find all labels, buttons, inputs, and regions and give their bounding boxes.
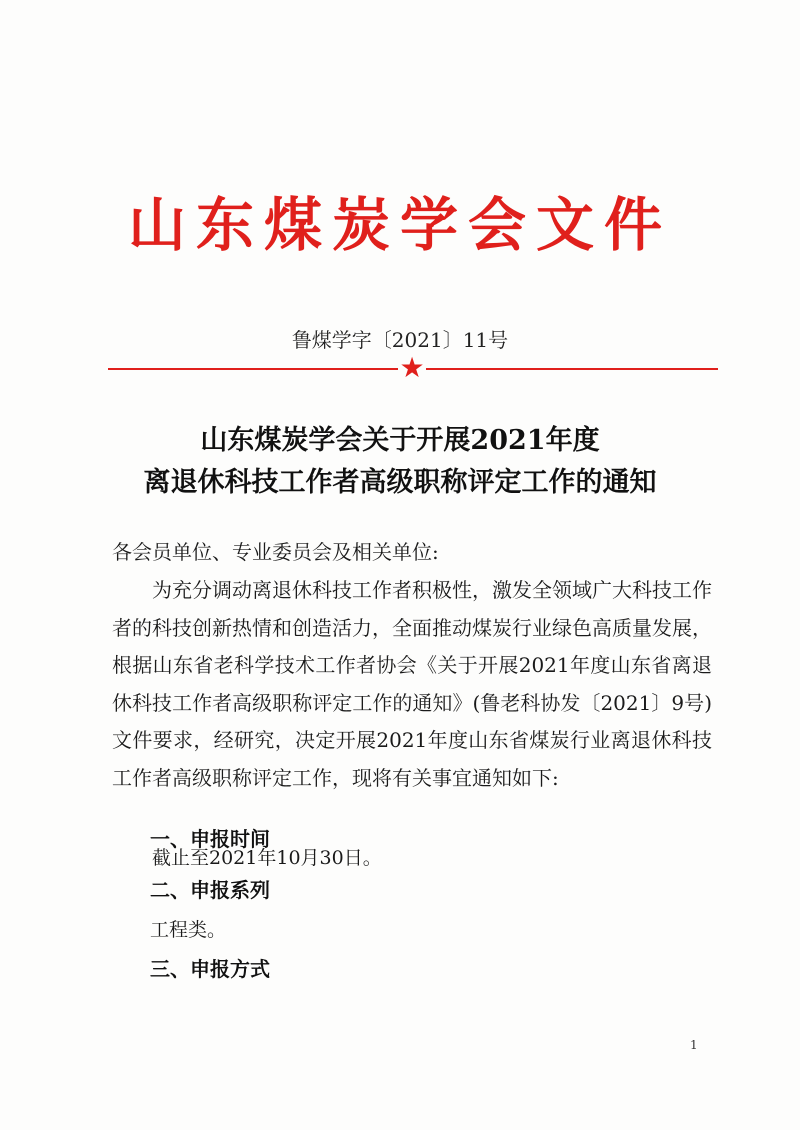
body-paragraph: 为充分调动离退休科技工作者积极性，激发全领域广大科技工作者的科技创新热情和创造活力，全面推动煤炭行业绿色高质量发展，根据山东省老科学技术工作者协会《关于开展2021年度山东省离退休科技工作者高级职称评定工作的通知》(鲁老科协发〔2021〕9号)文件要求，经研究，决定开展2021年度山东省煤炭行业离退休科技工作者高级职称评定工作，现将有关事宜通知如下: — [112, 578, 712, 790]
document-number: 鲁煤学字〔2021〕11号 — [291, 328, 509, 352]
section-heading-1: 一、申报时间 — [150, 827, 270, 851]
masthead-title: 山东煤炭学会文件 — [127, 191, 672, 259]
red-divider-right — [426, 368, 718, 370]
section-heading-3: 三、申报方式 — [150, 957, 270, 981]
star-icon: ★ — [399, 351, 425, 384]
notice-title-line1: 山东煤炭学会关于开展2021年度 — [200, 425, 600, 456]
section-content-2: 工程类。 — [150, 919, 227, 941]
red-divider-left — [108, 368, 398, 370]
section-heading-2: 二、申报系列 — [150, 878, 270, 902]
section-content-1: 截止至2021年10月30日。 — [152, 847, 382, 869]
page-number: 1 — [690, 1038, 698, 1052]
salutation: 各会员单位、专业委员会及相关单位: — [112, 540, 439, 564]
notice-title-line2: 离退休科技工作者高级职称评定工作的通知 — [143, 467, 657, 498]
